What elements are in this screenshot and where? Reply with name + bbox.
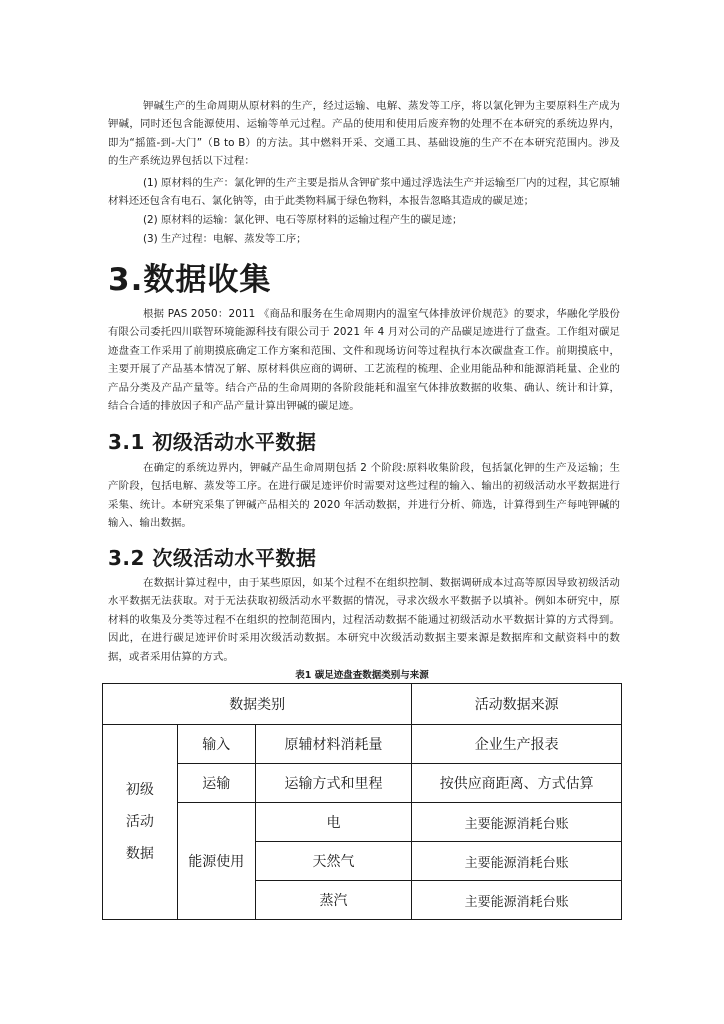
- group-primary-activity-data: [103, 725, 178, 920]
- section-3-1-heading: 3.1 初级活动水平数据: [108, 430, 317, 454]
- cell-subcategory: 运输: [177, 764, 255, 803]
- cell-item: 原辅材料消耗量: [255, 725, 412, 764]
- table-header-row: [103, 684, 622, 725]
- section-3-2-paragraph: 在数据计算过程中，由于某些原因，如某个过程不在组织控制、数据调研成本过高等原因导致初级活动水平数据无法获取。对于无法获取初级活动水平数据的情况，寻求次级水平数据予以填补。例如本研究中，原材料的收集及分类等过程不在组织的控制范围内，过程活动数据不能通过初级活动水平数据计算的方式得到。因此，在进行碳足迹评价时采用次级活动数据。本研究中次级活动数据主要来源是数据库和文献资料中的数据，或者采用估算的方式。: [108, 577, 620, 663]
- cell-source: 主要能源消耗台账: [412, 842, 622, 881]
- group-label-line: 初级: [125, 782, 154, 798]
- data-category-table: [102, 683, 622, 920]
- table-row: [103, 803, 622, 842]
- header-data-source: 活动数据来源: [412, 684, 622, 725]
- cell-subcategory-energy: 能源使用: [177, 803, 255, 920]
- section-3-2-heading: 3.2 次级活动水平数据: [108, 546, 317, 570]
- cell-source: 按供应商距离、方式估算: [412, 764, 622, 803]
- group-label-line: 活动: [125, 814, 154, 830]
- list-item-raw-material-production: (1) 原材料的生产：氯化钾的生产主要是指从含钾矿浆中通过浮选法生产并运输至厂内的过程，其它原辅材料还还包含有电石、氯化钠等，由于此类物料属于绿色物料，本报告忽略其造成的碳足迹；: [108, 177, 620, 208]
- table-row: [103, 764, 622, 803]
- cell-source: 企业生产报表: [412, 725, 622, 764]
- section-3-heading: 3.数据收集: [108, 262, 272, 298]
- list-item-production-process: (3) 生产过程：电解、蒸发等工序；: [143, 233, 307, 245]
- table-caption: 表1 碳足迹盘查数据类别与来源: [295, 670, 429, 681]
- cell-item: 蒸汽: [255, 881, 412, 920]
- list-item-raw-material-transport: (2) 原材料的运输：氯化钾、电石等原材料的运输过程产生的碳足迹；: [143, 214, 463, 226]
- cell-item: 电: [255, 803, 412, 842]
- section-3-paragraph: 根据 PAS 2050：2011 《商品和服务在生命周期内的温室气体排放评价规范》的要求，华融化学股份有限公司委托四川联智环境能源科技有限公司于 2021 年 4 月对公司的产品碳足迹进行了盘查。工作组对碳足迹盘查工作采用了前期摸底确定工作方案和范围、文件和现场访问等过程执行本次碳盘查工作。前期摸底中，主要开展了产品基本情况了解、原材料供应商的调研、工艺流程的梳理、企业用能品种和能源消耗量、企业的产品分类及产品产量等。结合产品的生命周期的各阶段能耗和温室气体排放数据的收集、确认、统计和计算，结合合适的排放因子和产品产量计算出钾碱的碳足迹。: [108, 308, 620, 413]
- cell-subcategory: 输入: [177, 725, 255, 764]
- cell-source: 主要能源消耗台账: [412, 881, 622, 920]
- cell-item: 运输方式和里程: [255, 764, 412, 803]
- table-row: [103, 725, 622, 764]
- section-3-1-paragraph: 在确定的系统边界内，钾碱产品生命周期包括 2 个阶段:原料收集阶段，包括氯化钾的生产及运输；生产阶段，包括电解、蒸发等工序。在进行碳足迹评价时需要对这些过程的输入、输出的初级活动水平数据进行采集、统计。本研究采集了钾碱产品相关的 2020 年活动数据，并进行分析、筛选，计算得到生产每吨钾碱的输入、输出数据。: [108, 462, 620, 530]
- group-label-line: 数据: [125, 846, 154, 862]
- cell-source: 主要能源消耗台账: [412, 803, 622, 842]
- header-data-category: 数据类别: [103, 684, 412, 725]
- intro-paragraph: 钾碱生产的生命周期从原材料的生产，经过运输、电解、蒸发等工序，将以氯化钾为主要原料生产成为钾碱，同时还包含能源使用、运输等单元过程。产品的使用和使用后废弃物的处理不在本研究的系统边界内，即为“摇篮-到-大门”（B to B）的方法。其中燃料开采、交通工具、基础设施的生产不在本研究范围内。涉及的生产系统边界包括以下过程：: [108, 100, 620, 168]
- cell-item: 天然气: [255, 842, 412, 881]
